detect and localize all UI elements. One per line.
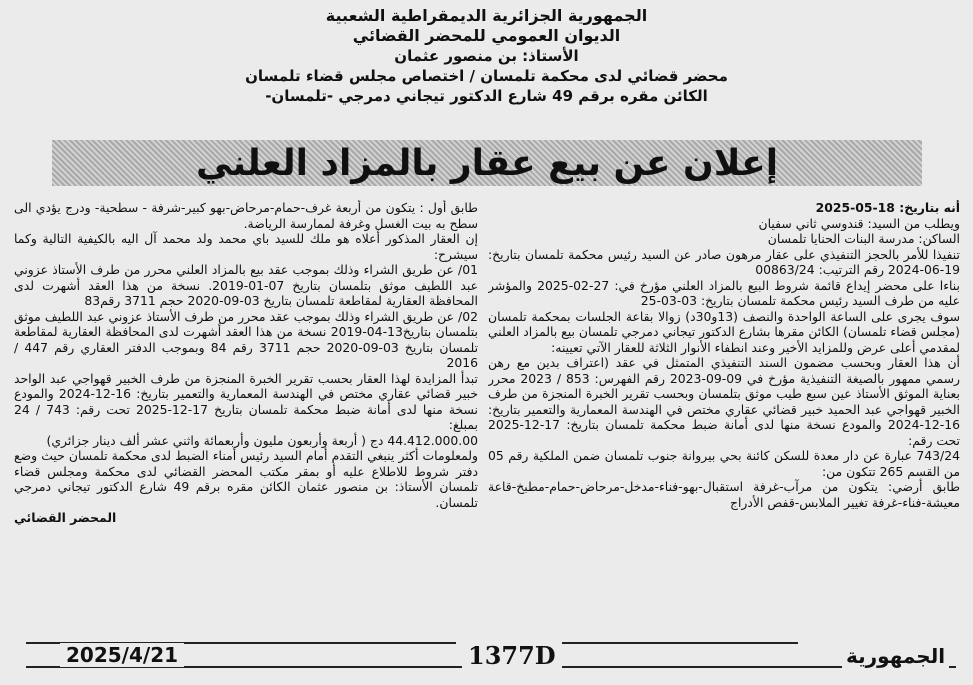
republic-name: الجمهورية الجزائرية الديمقراطية الشعبية: [325, 6, 648, 25]
paragraph: ويطلب من السيد: قندوسي ثاني سفيان: [758, 215, 960, 231]
paragraph: بناءا على محضر إيداع قائمة شروط البيع بالمزاد العلني مؤرخ في: 27-02-2025 والمؤشر عليه من طرف السيد رئيس محكمة تلمسان بتاريخ: 03-03-25: [488, 277, 960, 308]
paragraph: أن هذا العقار وبحسب مضمون السند التنفيذي المتمثل في عقد (اعتراف بدين مع رهن رسمي ممهور بالصيغة التنفيذية مؤرخ في 09-09-2023 رقم الفهرس: 853 / 2023 محرر بعناية الموثق الأستاذ عين سبع طيب موثق بتلمسان وبحسب تقرير الخبرة المنجزة من طرف الخبير قهواجي عبد الحميد خبير قضائي عقاري مختص في الهندسة المعمارية والتعمير بتاريخ: 16-12-2024 والمودع نسخة منها لدى أمانة ضبط محكمة تلمسان بتاريخ: 17-12-2025 تحت رقم:: [488, 355, 960, 448]
paragraph: 01/ عن طريق الشراء وذلك بموجب عقد بيع بالمزاد العلني محرر من طرف الأستاذ عزوني عبد اللطيف موثق بتلمسان بتاريخ 07-01-2019. نسخة من هذا العقد أشهرت لدى المحافظة العقارية لمقاطعة تلمسان بتاريخ 03-09-2020 حجم 3711 رقم83: [14, 262, 478, 308]
paragraph: طابق أرضي: يتكون من مرآب-غرفة استقبال-بهو-فناء-مدخل-مرحاض-حمام-مطبخ-قاعة معيشة-فناء-غرفة تغيير الملابس-قفص الأدراج: [488, 479, 960, 510]
address-line: الكائن مقره برقم 49 شارع الدكتور تيجاني دمرجي -تلمسان-: [265, 87, 708, 105]
date-label: أنه بتاريخ: 18-05-2025: [815, 200, 960, 215]
letterhead: [0, 6, 973, 106]
left-column: [14, 200, 478, 632]
paragraph: تنفيذا للأمر بالحجز التنفيذي على عقار مرهون صادر عن السيد رئيس محكمة تلمسان بتاريخ: 19-06-2024 رقم الترتيب: 00863/24: [488, 246, 960, 277]
right-column: [488, 200, 960, 632]
paragraph: 743/24 عبارة عن دار معدة للسكن كائنة بحي بيروانة جنوب تلمسان ضمن الملكية رقم 05 من القسم 265 تتكون من:: [488, 448, 960, 479]
signature: المحضر القضائي: [14, 510, 117, 525]
newspaper-logo: الجمهورية: [842, 644, 949, 668]
paragraph: سوف يجرى على الساعة الواحدة والنصف (13و30د) زوالا بقاعة الجلسات بمحكمة تلمسان (مجلس قضاء تلمسان) الكائن مقرها بشارع الدكتور تيجاني دمرجي تلمسان بيع بالمزاد العلني لمقدمي أعلى عرض وللمزايد الأخير وعند انطفاء الأنوار الثلاثة للعقار الآتي تعيينه:: [488, 308, 960, 355]
paragraph: طابق أول : يتكون من أربعة غرف-حمام-مرحاض-بهو كبير-شرفة - سطحية- ودرج يؤدي الى سطح به بيت الغسل وغرفة لممارسة الرياضة.: [14, 200, 478, 231]
notice-title: إعلان عن بيع عقار بالمزاد العلني: [195, 142, 779, 184]
price-paragraph: 44.412.000.00 دج ( أربعة وأربعون مليون وأربعمائة واثني عشر ألف دينار جزائري): [46, 432, 478, 448]
issue-number: 1377D: [462, 641, 562, 670]
paragraph: إن العقار المذكور أعلاه هو ملك للسيد باي محمد ولد محمد آل اليه بالكيفية التالية وكما سيشرح:: [14, 231, 478, 262]
title-banner: [52, 140, 922, 186]
footer-rule: [560, 642, 798, 644]
paragraph: 02/ عن طريق الشراء وذلك بموجب عقد محرر من طرف الأستاذ عزوني عبد اللطيف موثق بتلمسان بتاريخ13-04-2019 نسخة من هذا العقد أشهرت لدى المحافظة العقارية لمقاطعة تلمسان بتاريخ 03-09-2020 حجم 3711 رقم 84 وبموجب الدفتر العقاري رقم 447 / 2016: [14, 308, 478, 370]
paragraph: ولمعلومات أكثر ينبغي التقدم أمام السيد رئيس أمناء الضبط لدى محكمة تلمسان حيث وضع دفتر شروط للاطلاع عليه أو بمقر مكتب المحضر القضائي لدى محكمة ومجلس قضاء تلمسان الأستاذ: بن منصور عثمان الكائن مقره برقم 49 شارع الدكتور تيجاني دمرجي تلمسان.: [14, 448, 478, 510]
paragraph: الساكن: مدرسة البنات الحنايا تلمسان: [767, 231, 960, 246]
publication-date: 2025/4/21: [60, 643, 184, 667]
jurisdiction-line: محضر قضائي لدى محكمة تلمسان / اختصاص مجلس قضاء تلمسان: [245, 67, 728, 85]
bailiff-name: الأستاذ: بن منصور عثمان: [394, 47, 579, 65]
paragraph: تبدأ المزايدة لهذا العقار بحسب تقرير الخبرة المنجزة من طرف الخبير قهواجي عبد الواحد خبير قضائي عقاري مختص في الهندسة المعمارية والتعمير بتاريخ: 16-12-2024 والمودع نسخة منها لدى أمانة ضبط محكمة تلمسان بتاريخ 17-12-2025 تحت رقم: 743 / 24 بمبلغ:: [14, 370, 478, 432]
office-name: الديوان العمومي للمحضر القضائي: [352, 26, 621, 45]
